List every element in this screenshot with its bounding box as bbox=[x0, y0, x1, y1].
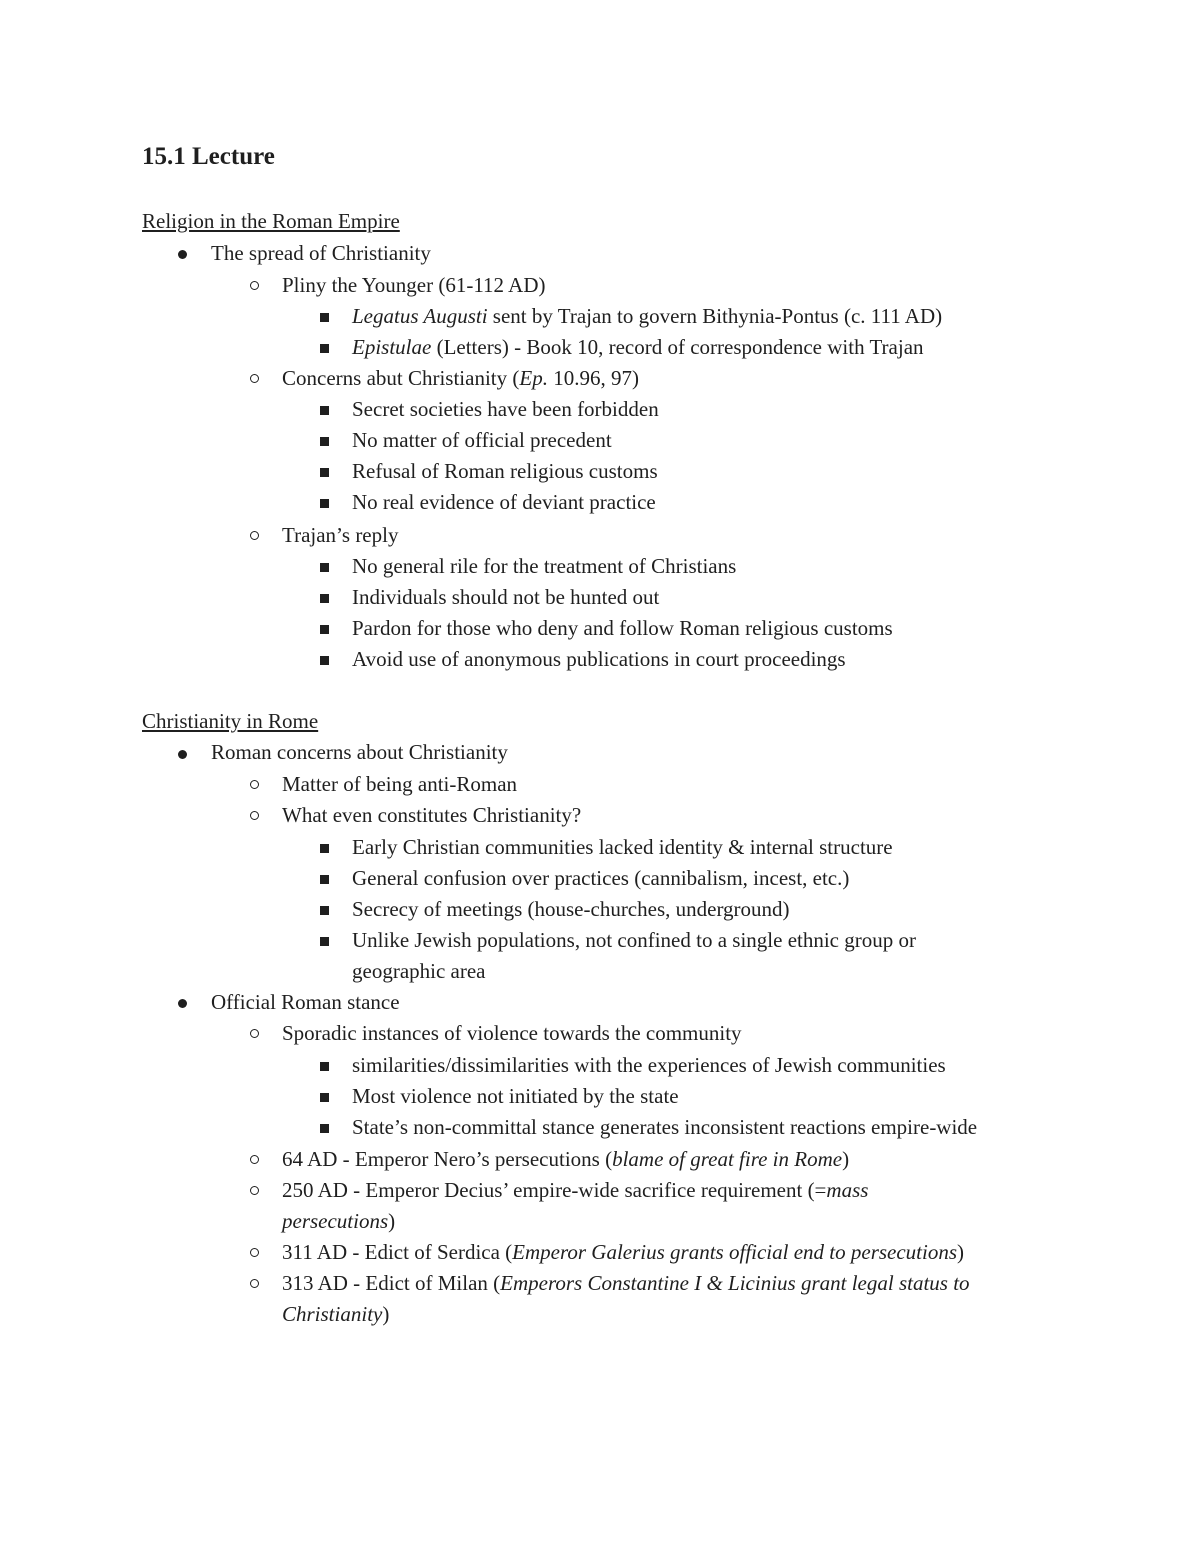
bullet-square-icon bbox=[320, 937, 329, 946]
bullet-circle-icon bbox=[250, 1155, 259, 1164]
list-item: Pliny the Younger (61-112 AD) bbox=[282, 273, 546, 297]
bullet-square-icon bbox=[320, 499, 329, 508]
bullet-circle-icon bbox=[250, 281, 259, 290]
bullet-square-icon bbox=[320, 1093, 329, 1102]
bullet-circle-icon bbox=[250, 780, 259, 789]
list-item: Concerns abut Christianity (Ep. 10.96, 97) bbox=[282, 366, 639, 390]
list-item: 250 AD - Emperor Decius’ empire-wide sacrifice requirement (=mass bbox=[282, 1178, 869, 1202]
list-item: No real evidence of deviant practice bbox=[352, 490, 656, 514]
list-item: 64 AD - Emperor Nero’s persecutions (blame of great fire in Rome) bbox=[282, 1147, 850, 1171]
list-item: 313 AD - Edict of Milan (Emperors Constantine I & Licinius grant legal status to bbox=[282, 1271, 970, 1295]
bullet-square-icon bbox=[320, 625, 329, 634]
bullet-square-icon bbox=[320, 906, 329, 915]
list-item: Secrecy of meetings (house-churches, underground) bbox=[352, 897, 790, 921]
bullet-circle-icon bbox=[250, 1279, 259, 1288]
list-item: Individuals should not be hunted out bbox=[352, 585, 660, 609]
bullet-circle-icon bbox=[250, 1029, 259, 1038]
list-item: Matter of being anti-Roman bbox=[282, 772, 518, 796]
list-item: Legatus Augusti sent by Trajan to govern Bithynia-Pontus (c. 111 AD) bbox=[352, 304, 943, 328]
list-item: The spread of Christianity bbox=[211, 241, 431, 265]
page-title: 15.1 Lecture bbox=[142, 143, 275, 170]
bullet-square-icon bbox=[320, 1062, 329, 1071]
bullet-square-icon bbox=[320, 563, 329, 572]
list-item: Most violence not initiated by the state bbox=[352, 1084, 679, 1108]
list-item: Refusal of Roman religious customs bbox=[352, 459, 658, 483]
bullet-circle-icon bbox=[250, 1186, 259, 1195]
bullet-circle-icon bbox=[250, 531, 259, 540]
list-item: What even constitutes Christianity? bbox=[282, 803, 582, 827]
list-item: 311 AD - Edict of Serdica (Emperor Galerius grants official end to persecutions) bbox=[282, 1240, 965, 1264]
bullet-circle-icon bbox=[250, 811, 259, 820]
bullet-square-icon bbox=[320, 875, 329, 884]
bullet-circle-icon bbox=[250, 1248, 259, 1257]
list-item: Secret societies have been forbidden bbox=[352, 397, 659, 421]
list-item: Avoid use of anonymous publications in court proceedings bbox=[352, 647, 846, 671]
list-item: Early Christian communities lacked identity & internal structure bbox=[352, 835, 893, 859]
list-item: similarities/dissimilarities with the experiences of Jewish communities bbox=[352, 1053, 946, 1077]
bullet-square-icon bbox=[320, 437, 329, 446]
list-item: Trajan’s reply bbox=[282, 523, 399, 547]
list-item: Pardon for those who deny and follow Roman religious customs bbox=[352, 616, 893, 640]
bullet-square-icon bbox=[320, 1124, 329, 1133]
bullet-square-icon bbox=[320, 656, 329, 665]
bullet-square-icon bbox=[320, 313, 329, 322]
list-item: General confusion over practices (cannibalism, incest, etc.) bbox=[352, 866, 850, 890]
list-item: Sporadic instances of violence towards the community bbox=[282, 1021, 742, 1045]
list-item-continuation: Christianity) bbox=[282, 1302, 390, 1326]
list-item: No general rile for the treatment of Christians bbox=[352, 554, 737, 578]
list-item: No matter of official precedent bbox=[352, 428, 612, 452]
list-item: Official Roman stance bbox=[211, 990, 400, 1014]
list-item-continuation: persecutions) bbox=[282, 1209, 396, 1233]
bullet-disc-icon bbox=[178, 999, 187, 1008]
bullet-square-icon bbox=[320, 844, 329, 853]
bullet-disc-icon bbox=[178, 750, 187, 759]
bullet-square-icon bbox=[320, 468, 329, 477]
bullet-square-icon bbox=[320, 594, 329, 603]
list-item: Epistulae (Letters) - Book 10, record of correspondence with Trajan bbox=[352, 335, 924, 359]
bullet-square-icon bbox=[320, 406, 329, 415]
list-item: Unlike Jewish populations, not confined to a single ethnic group or bbox=[352, 928, 916, 952]
bullet-circle-icon bbox=[250, 374, 259, 383]
list-item-continuation: geographic area bbox=[352, 959, 486, 983]
section-heading-christianity-in-rome: Christianity in Rome bbox=[142, 709, 319, 733]
list-item: Roman concerns about Christianity bbox=[211, 740, 508, 764]
section-heading-religion: Religion in the Roman Empire bbox=[142, 209, 400, 233]
bullet-disc-icon bbox=[178, 250, 187, 259]
list-item: State’s non-committal stance generates inconsistent reactions empire-wide bbox=[352, 1115, 978, 1139]
bullet-square-icon bbox=[320, 344, 329, 353]
